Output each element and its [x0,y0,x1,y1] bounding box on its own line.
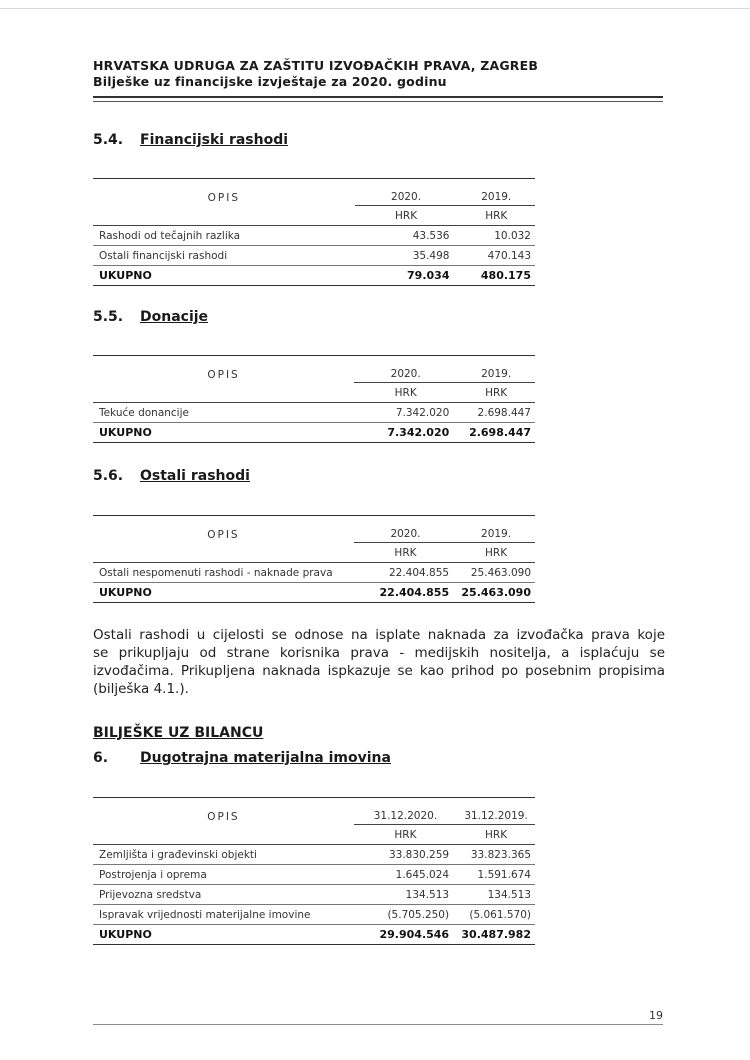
section-heading-6 [93,750,391,766]
total-label: UKUPNO [93,583,354,603]
row-value-current: 7.342.020 [354,403,457,423]
total-label: UKUPNO [93,925,354,945]
header-rule-thick [93,96,663,98]
table-unit-row [93,206,535,226]
header-subtitle: Bilješke uz financijske izvještaje za 2020. godinu [93,74,447,89]
header-rule-thin [93,101,663,102]
row-value-prior: 25.463.090 [457,563,535,583]
column-date-prior-header: 31.12.2019. [457,798,535,825]
row-value-prior: 33.823.365 [457,845,535,865]
unit-label: HRK [354,825,457,845]
unit-label: HRK [354,383,457,403]
row-value-prior: 470.143 [457,246,535,266]
row-label: Ostali financijski rashodi [93,246,355,266]
section-heading-5-5 [93,309,208,325]
footer-rule [93,1024,663,1025]
row-value-current: 33.830.259 [354,845,457,865]
section-number: 5.4. [93,132,124,148]
column-year-current-header: 2020. [354,356,457,383]
paragraph-line: Ostali rashodi u cijelosti se odnose na isplate naknada za izvođačka prava koje [93,627,665,643]
section-heading-5-6 [93,468,250,484]
column-description-header: OPIS [93,356,354,383]
total-label: UKUPNO [93,423,354,443]
section-title: Donacije [140,309,209,325]
section-heading-5-4 [93,132,288,148]
total-value-prior: 480.175 [457,266,535,286]
unit-label: HRK [355,206,458,226]
financial-expenses-table [93,178,535,286]
column-description-header: OPIS [93,798,354,825]
total-value-current: 79.034 [355,266,458,286]
total-value-prior: 2.698.447 [457,423,535,443]
total-value-current: 22.404.855 [354,583,457,603]
section-number: 5.5. [93,309,124,325]
row-value-prior: 10.032 [457,226,535,246]
column-year-prior-header: 2019. [457,179,535,206]
paragraph-line: (bilješka 4.1.). [93,681,189,697]
total-value-prior: 30.487.982 [457,925,535,945]
column-year-prior-header: 2019. [457,516,535,543]
row-label: Ispravak vrijednosti materijalne imovine [93,905,354,925]
row-value-current: 22.404.855 [354,563,457,583]
table-total-row [93,925,535,945]
paragraph-line: izvođačima. Prikupljena naknada ispkazuje se kao prihod po posebnim propisima [93,663,665,679]
column-description-header: OPIS [93,179,355,206]
donations-table [93,355,535,443]
table-header-row [93,516,535,543]
column-date-current-header: 31.12.2020. [354,798,457,825]
table-row [93,246,535,266]
unit-label: HRK [457,206,535,226]
row-label: Rashodi od tečajnih razlika [93,226,355,246]
section-number: 6. [93,750,109,766]
table-row [93,885,535,905]
section-title: Financijski rashodi [140,132,289,148]
table-unit-row [93,543,535,563]
total-value-prior: 25.463.090 [457,583,535,603]
table-header-row [93,798,535,825]
section-title: Ostali rashodi [140,468,250,484]
row-label: Ostali nespomenuti rashodi - naknade prava [93,563,354,583]
unit-label: HRK [457,543,535,563]
balance-notes-heading: BILJEŠKE UZ BILANCU [93,725,264,741]
section-number: 5.6. [93,468,124,484]
row-value-current: 134.513 [354,885,457,905]
row-value-prior: 1.591.674 [457,865,535,885]
unit-label: HRK [457,825,535,845]
table-total-row [93,266,535,286]
row-value-current: 1.645.024 [354,865,457,885]
table-total-row [93,583,535,603]
total-value-current: 7.342.020 [354,423,457,443]
table-row [93,403,535,423]
header-organization: HRVATSKA UDRUGA ZA ZAŠTITU IZVOĐAČKIH PRAVA, ZAGREB [93,58,539,73]
tangible-assets-table [93,797,535,945]
row-value-current: 43.536 [355,226,458,246]
table-total-row [93,423,535,443]
row-value-current: (5.705.250) [354,905,457,925]
column-year-prior-header: 2019. [457,356,535,383]
total-value-current: 29.904.546 [354,925,457,945]
row-value-prior: (5.061.570) [457,905,535,925]
row-value-prior: 134.513 [457,885,535,905]
row-label: Tekuće donancije [93,403,354,423]
other-expenses-table [93,515,535,603]
row-value-prior: 2.698.447 [457,403,535,423]
table-row [93,563,535,583]
table-row [93,226,535,246]
unit-label: HRK [457,383,535,403]
row-value-current: 35.498 [355,246,458,266]
row-label: Postrojenja i oprema [93,865,354,885]
total-label: UKUPNO [93,266,355,286]
page-number: 19 [649,1009,663,1022]
top-edge-rule [0,8,750,9]
table-row [93,865,535,885]
column-year-current-header: 2020. [354,516,457,543]
section-title: Dugotrajna materijalna imovina [140,750,391,766]
column-description-header: OPIS [93,516,354,543]
paragraph-line: se prikupljaju od strane korisnika prava - medijskih nositelja, a isplaćuju se [93,645,665,661]
unit-label: HRK [354,543,457,563]
table-unit-row [93,383,535,403]
table-row [93,845,535,865]
table-header-row [93,179,535,206]
explanatory-paragraph [93,626,665,698]
document-header [93,58,538,90]
row-label: Zemljišta i građevinski objekti [93,845,354,865]
table-unit-row [93,825,535,845]
column-year-current-header: 2020. [355,179,458,206]
row-label: Prijevozna sredstva [93,885,354,905]
table-row [93,905,535,925]
table-header-row [93,356,535,383]
